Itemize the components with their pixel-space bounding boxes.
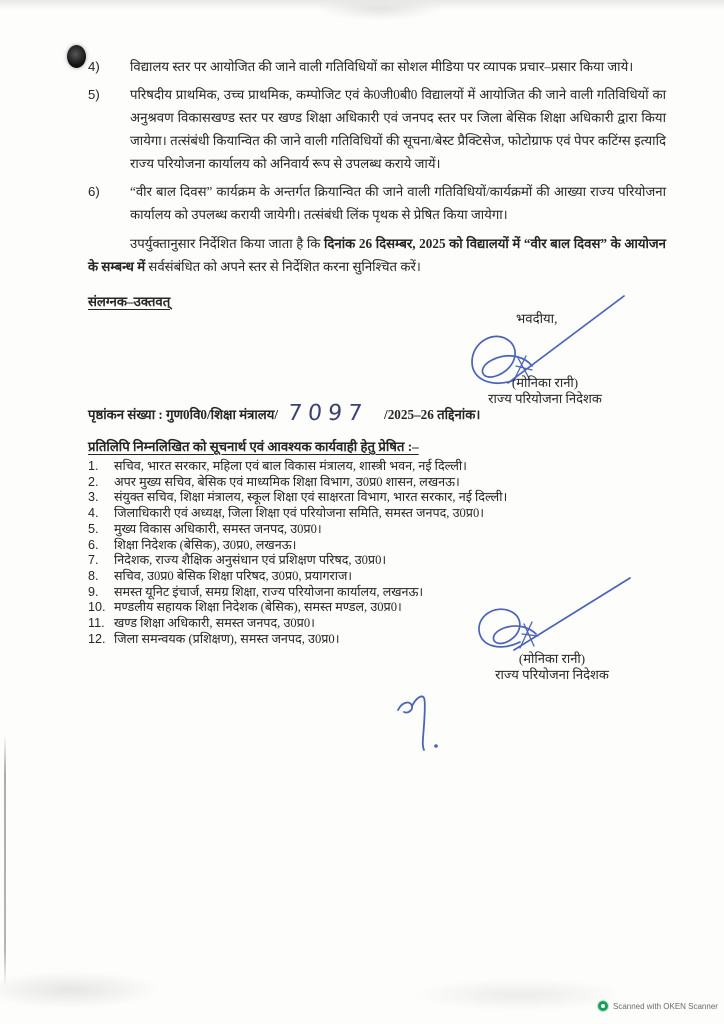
handwritten-pen-mark — [386, 686, 458, 763]
letter-body — [88, 55, 666, 313]
handwritten-dispatch-number: 7097 — [286, 401, 370, 426]
endorsement-label: पृष्ठांकन संख्या : गुण0वि0/शिक्षा मंत्रालय/ — [88, 407, 279, 422]
endorsement-tail: /2025–26 तद्दिनांक। — [384, 407, 481, 422]
list-item: 7. निदेशक, राज्य शैक्षिक अनुसंधान एवं प्रशिक्षण परिषद, उ0प्र0। — [88, 553, 387, 568]
page-edge-shadow — [4, 735, 6, 987]
signatory-block-bottom — [472, 651, 632, 682]
point-text: विद्यालय स्तर पर आयोजित की जाने वाली गतिविधियों का सोशल मीडिया पर व्यापक प्रचार–प्रसार किया जाये। — [130, 59, 634, 74]
list-item: 4. जिलाधिकारी एवं अध्यक्ष, जिला शिक्षा एवं परियोजना समिति, समस्त जनपद, उ0प्र0। — [88, 506, 485, 521]
copy-distribution-heading: प्रतिलिपि निम्नलिखित को सूचनार्थ एवं आवश्यक कार्यवाही हेतु प्रेषित :– — [88, 439, 419, 454]
closing-paragraph — [88, 232, 666, 278]
punch-hole — [67, 45, 86, 68]
scanner-badge — [598, 1001, 718, 1011]
valediction: भवदीया, — [516, 311, 558, 326]
signature-ink-bottom — [462, 572, 637, 657]
list-item: 11. खण्ड शिक्षा अधिकारी, समस्त जनपद, उ0प्र0। — [88, 616, 315, 631]
point-number: 4) — [88, 59, 100, 74]
numbered-point — [88, 180, 666, 226]
list-item: 3. संयुक्त सचिव, शिक्षा मंत्रालय, स्कूल शिक्षा एवं साक्षरता विभाग, भारत सरकार, नई दिल्ली। — [88, 490, 508, 505]
list-item: 8. सचिव, उ0प्र0 बेसिक शिक्षा परिषद, उ0प्र0, प्रयागराज। — [88, 568, 353, 583]
scanner-badge-text: Scanned with OKEN Scanner — [613, 1001, 718, 1011]
point-text: “वीर बाल दिवस” कार्यक्रम के अन्तर्गत क्रियान्वित की जाने वाली गतिविधियों/कार्यक्रमों की आख्या राज्य परियोजना कार्यालय को उपलब्ध करायी जायेगी। तत्संबंधी लिंक पृथक से प्रेषित किया जायेगा। — [130, 184, 666, 222]
point-text: परिषदीय प्राथमिक, उच्च प्राथमिक, कम्पोजिट एवं के0जी0बी0 विद्यालयों में आयोजित की जाने वाली गतिविधियों का अनुश्रवण विकासखण्ड स्तर पर खण्ड शिक्षा अधिकारी एवं जनपद स्तर पर जिला बेसिक शिक्षा अधिकारी द्वारा किया जायेगा। तत्संबंधी कियान्वित की जाने वाली गतिविधियों की सूचना/बेस्ट प्रैक्टिसेज, फोटोग्राफ एवं पेपर कटिंग्स इत्यादि राज्य परियोजना कार्यालय को अनिवार्य रूप से उपलब्ध कराये जायें। — [130, 87, 666, 171]
numbered-point — [88, 55, 666, 78]
signatory-designation: राज्य परियोजना निदेशक — [495, 666, 609, 682]
list-item: 1. सचिव, भारत सरकार, महिला एवं बाल विकास मंत्रालय, शास्त्री भवन, नई दिल्ली। — [88, 459, 467, 473]
list-item: 5. मुख्य विकास अधिकारी, समस्त जनपद, उ0प्र0। — [88, 521, 322, 536]
list-item: 6. शिक्षा निदेशक (बेसिक), उ0प्र0, लखनऊ। — [88, 537, 297, 552]
list-item: 10. मण्डलीय सहायक शिक्षा निदेशक (बेसिक), समस्त मण्डल, उ0प्र0। — [88, 600, 402, 615]
oken-scanner-icon — [598, 1001, 608, 1011]
list-item: 9. समस्त यूनिट इंचार्ज, समग्र शिक्षा, राज्य परियोजना कार्यालय, लखनऊ। — [88, 584, 424, 599]
closing-bold: दिनांक 26 दिसम्बर, 2025 को विद्यालयों में “वीर बाल दिवस” के आयोजन के सम्बन्ध में — [88, 236, 666, 274]
signatory-designation: राज्य परियोजना निदेशक — [488, 390, 602, 406]
numbered-point — [88, 83, 666, 175]
point-number: 5) — [88, 87, 100, 102]
list-item: 2. अपर मुख्य सचिव, बेसिक एवं माध्यमिक शिक्षा विभाग, उ0प्र0 शासन, लखनऊ। — [88, 474, 460, 489]
endorsement-line — [88, 401, 678, 427]
list-item: 12. जिला समन्वयक (प्रशिक्षण), समस्त जनपद, उ0प्र0। — [88, 631, 340, 646]
signatory-name: (मोनिका रानी) — [511, 375, 579, 390]
closing-tail: सर्वसंबंधित को अपने स्तर से निर्देशित करना सुनिश्चित करें। — [145, 259, 421, 274]
closing-lead: उपर्युक्तानुसार निर्देशित किया जाता है कि — [130, 236, 325, 251]
signatory-name: (मोनिका रानी) — [518, 651, 586, 666]
point-number: 6) — [88, 184, 100, 199]
enclosure-note: संलग्नक–उक्तवत् — [88, 294, 171, 309]
